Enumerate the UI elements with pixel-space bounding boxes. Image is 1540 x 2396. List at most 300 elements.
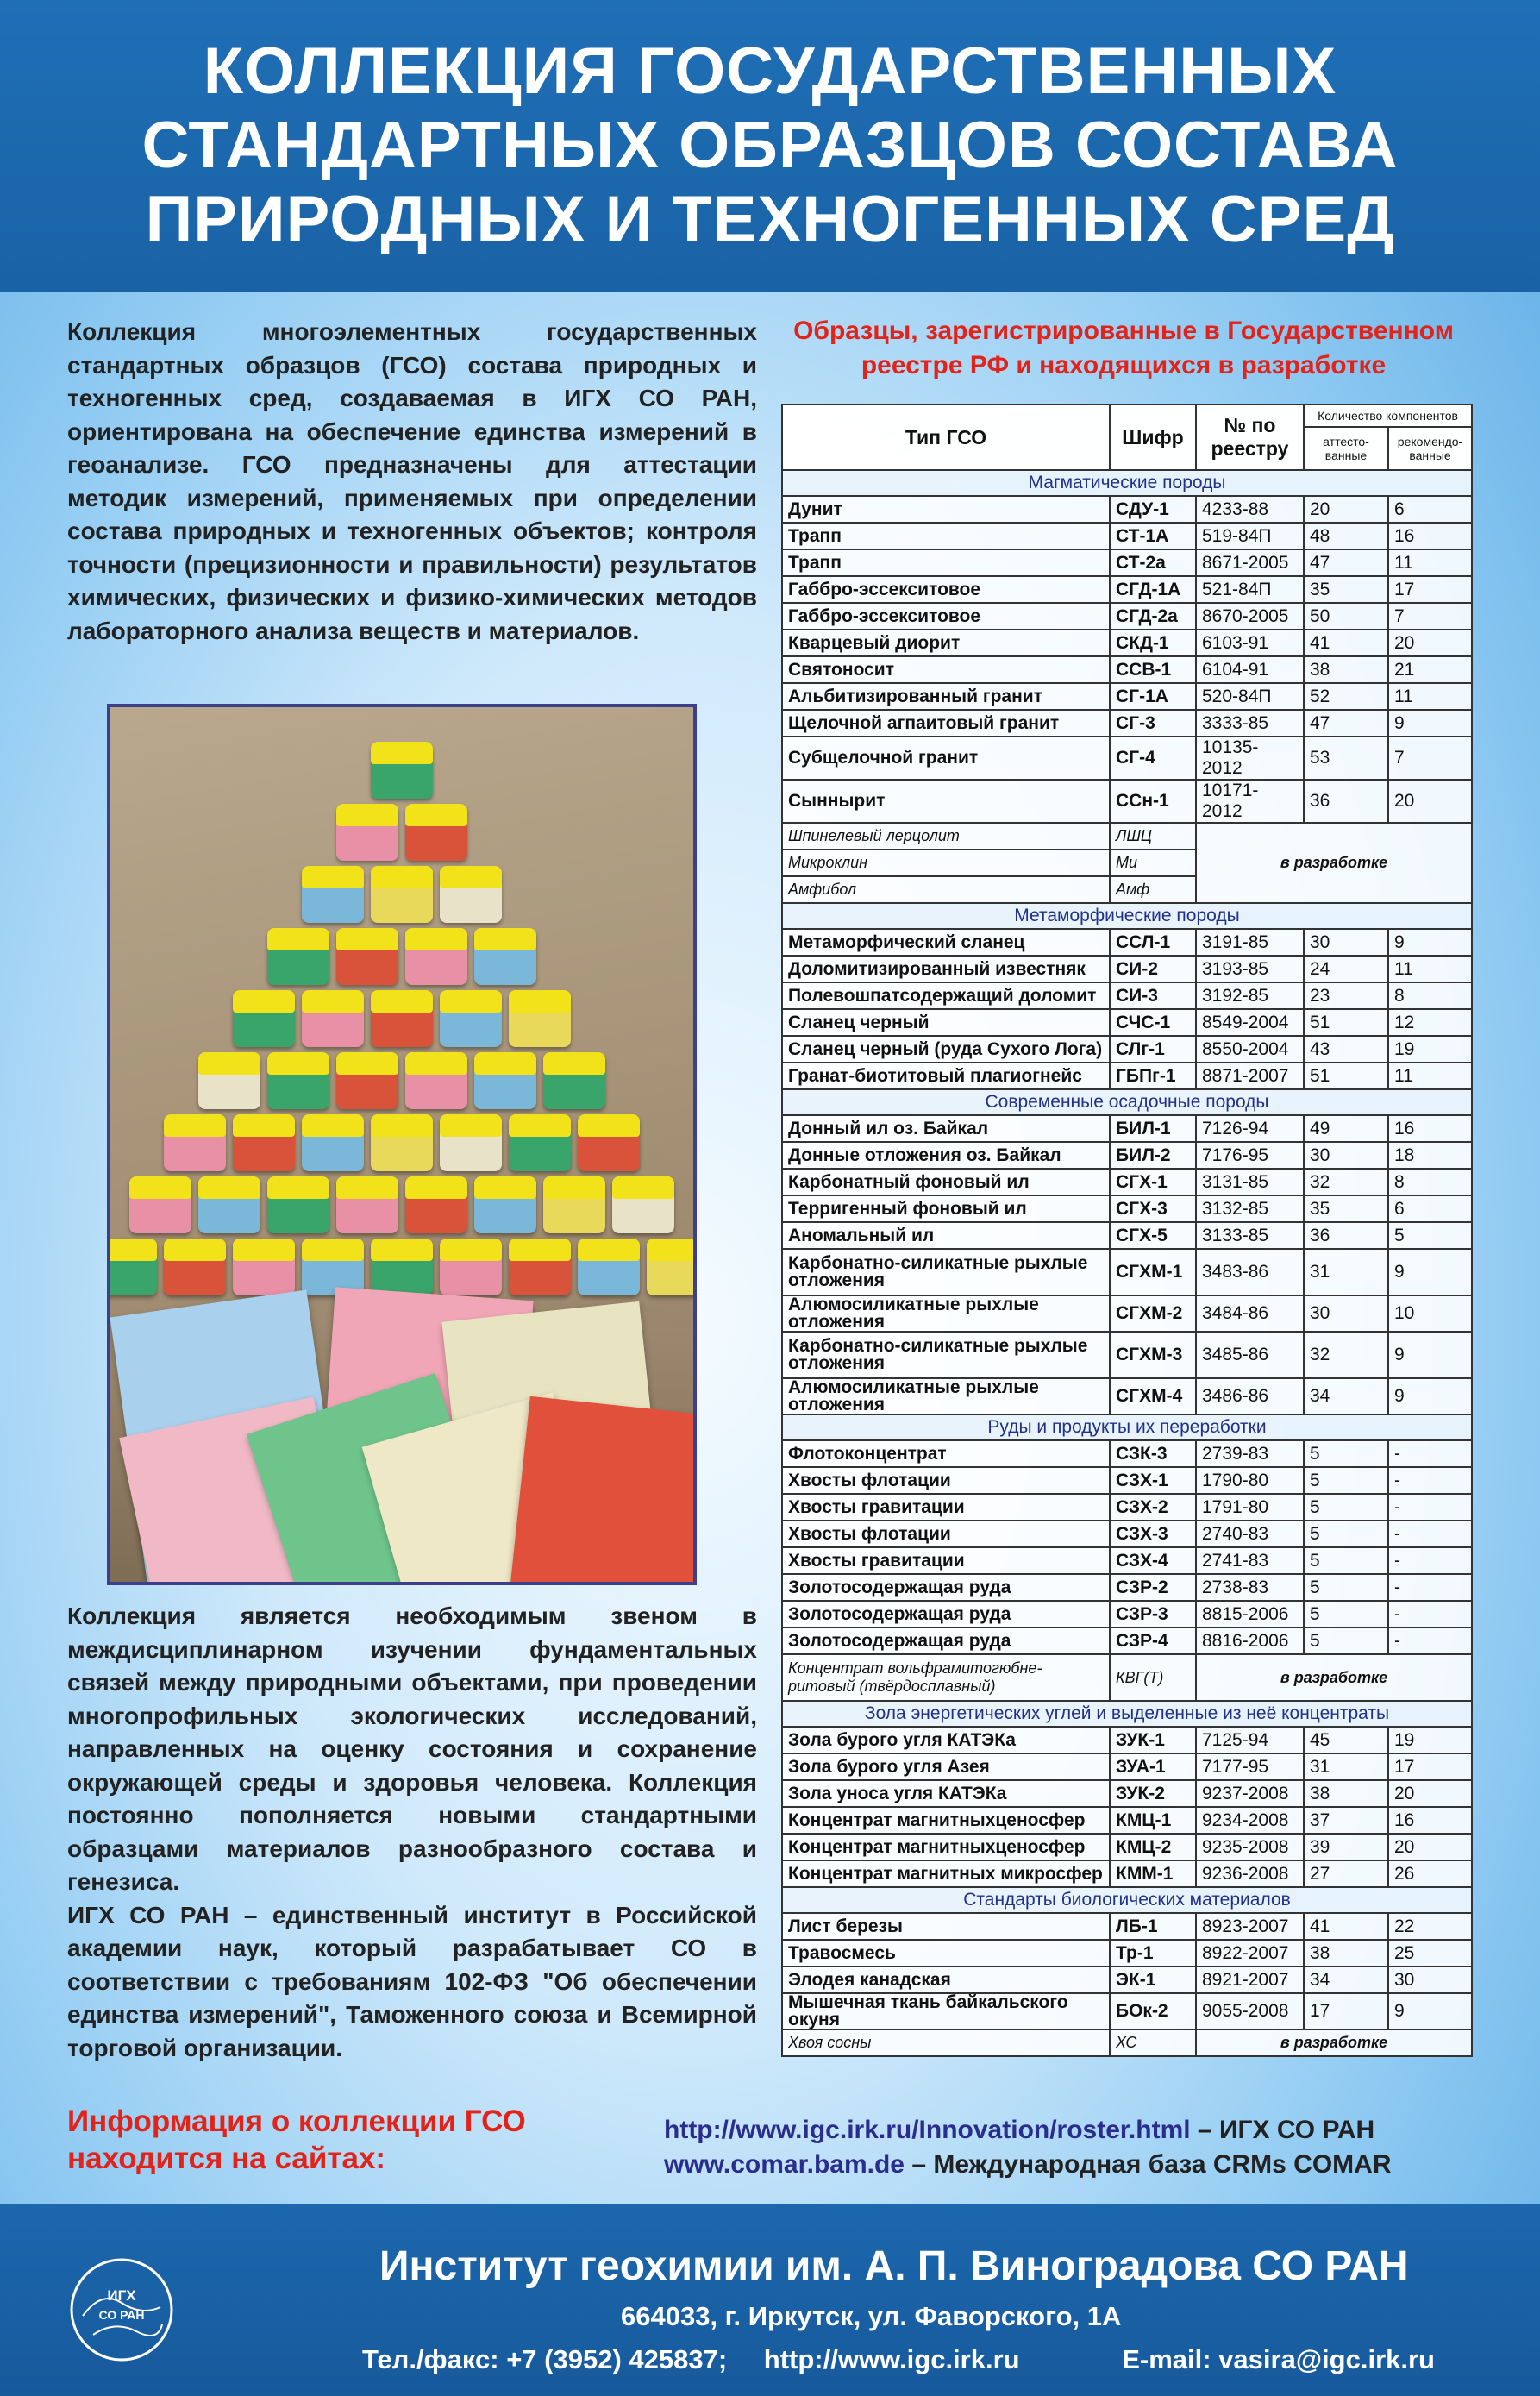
code-cell: СЗК-3 xyxy=(1110,1440,1196,1467)
certified-cell: 5 xyxy=(1304,1494,1388,1521)
sample-jar xyxy=(578,1239,640,1295)
in-development-label: в разработке xyxy=(1196,1654,1472,1701)
certified-cell: 34 xyxy=(1304,1378,1388,1414)
recommended-cell: 8 xyxy=(1388,1169,1472,1195)
sample-jar xyxy=(336,804,398,861)
type-cell: Карбонатно-силикатные рыхлые отложения xyxy=(782,1332,1110,1378)
dev-type-cell: Хвоя сосны xyxy=(782,2029,1110,2056)
certified-cell: 41 xyxy=(1304,630,1388,656)
recommended-cell: - xyxy=(1388,1467,1472,1494)
registry-cell: 3193-85 xyxy=(1196,956,1304,982)
recommended-cell: 9 xyxy=(1388,1378,1472,1414)
code-cell: СГХ-1 xyxy=(1110,1169,1196,1195)
code-cell: ССЛ-1 xyxy=(1110,929,1196,956)
section-row xyxy=(782,1887,1472,1913)
sample-jar xyxy=(164,1114,226,1171)
site-link[interactable]: http://www.igc.irk.ru xyxy=(763,2344,1020,2374)
dev-type-cell: Амфибол xyxy=(782,876,1110,903)
sample-jar xyxy=(233,1239,295,1295)
table-row xyxy=(782,1807,1472,1834)
certified-cell: 5 xyxy=(1304,1601,1388,1628)
code-cell: СГХ-5 xyxy=(1110,1222,1196,1249)
sample-jar xyxy=(440,1114,502,1171)
registry-cell: 8922-2007 xyxy=(1196,1940,1304,1966)
recommended-cell: - xyxy=(1388,1440,1472,1467)
code-cell: СГХМ-1 xyxy=(1110,1249,1196,1295)
registry-cell: 8815-2006 xyxy=(1196,1601,1304,1628)
section-row xyxy=(782,903,1472,929)
code-cell: СЗР-2 xyxy=(1110,1574,1196,1601)
certified-cell: 36 xyxy=(1304,1222,1388,1249)
sample-jar xyxy=(440,866,502,923)
certified-cell: 49 xyxy=(1304,1115,1388,1142)
registry-cell: 8921-2007 xyxy=(1196,1966,1304,1993)
sample-jar xyxy=(474,928,536,985)
section-title: Метаморфические породы xyxy=(782,903,1472,929)
type-cell: Святоносит xyxy=(782,656,1110,683)
type-cell: Сланец черный (руда Сухого Лога) xyxy=(782,1036,1110,1063)
type-cell: Метаморфический сланец xyxy=(782,929,1110,956)
logo-text-top: ИГХ xyxy=(107,2287,136,2304)
type-cell: Аномальный ил xyxy=(782,1222,1110,1249)
type-cell: Хвосты гравитации xyxy=(782,1494,1110,1521)
code-cell: СГХМ-4 xyxy=(1110,1378,1196,1414)
sample-jar xyxy=(405,928,467,985)
registry-cell: 8549-2004 xyxy=(1196,1009,1304,1036)
sample-jar xyxy=(198,1176,260,1233)
comar-desc: – Международная база CRMs COMAR xyxy=(904,2150,1392,2179)
sample-jar xyxy=(302,990,364,1047)
type-cell: Субщелочной гранит xyxy=(782,737,1110,780)
certified-cell: 34 xyxy=(1304,1966,1388,1993)
type-cell: Донный ил оз. Байкал xyxy=(782,1115,1110,1142)
type-cell: Алюмосиликатные рыхлые отложения xyxy=(782,1295,1110,1332)
igc-logo xyxy=(67,2255,176,2364)
sample-jar xyxy=(302,1239,364,1295)
table-row xyxy=(782,1494,1472,1521)
sample-jar xyxy=(371,742,433,799)
registry-cell: 4233-88 xyxy=(1196,496,1304,523)
type-cell: Зола бурого угля КАТЭКа xyxy=(782,1727,1110,1753)
code-cell: СГХМ-3 xyxy=(1110,1332,1196,1378)
sample-jar xyxy=(302,866,364,923)
code-cell: СКД-1 xyxy=(1110,630,1196,656)
table-row xyxy=(782,1222,1472,1249)
table-row xyxy=(782,496,1472,523)
header-certified: аттесто-ванные xyxy=(1304,427,1388,470)
table-row xyxy=(782,603,1472,630)
table-row xyxy=(782,1009,1472,1036)
registry-cell: 7177-95 xyxy=(1196,1753,1304,1780)
type-cell: Гранат-биотитовый плагиогнейс xyxy=(782,1063,1110,1089)
table-row xyxy=(782,1966,1472,1993)
type-cell: Доломитизированный известняк xyxy=(782,956,1110,982)
certified-cell: 52 xyxy=(1304,683,1388,710)
registry-cell: 3131-85 xyxy=(1196,1169,1304,1195)
registry-cell: 9235-2008 xyxy=(1196,1834,1304,1860)
sample-jar xyxy=(509,1114,571,1171)
recommended-cell: 5 xyxy=(1388,1222,1472,1249)
code-cell: Тр-1 xyxy=(1110,1940,1196,1966)
sample-jar xyxy=(336,1052,398,1109)
recommended-cell: - xyxy=(1388,1494,1472,1521)
type-cell: Концентрат магнитныхценосфер xyxy=(782,1807,1110,1834)
sample-jar xyxy=(336,1176,398,1233)
table-row xyxy=(782,630,1472,656)
code-cell: БИЛ-2 xyxy=(1110,1142,1196,1169)
type-cell: Щелочной агпаитовый гранит xyxy=(782,710,1110,737)
section-row xyxy=(782,1089,1472,1115)
collection-photo xyxy=(107,704,697,1585)
registry-cell: 7126-94 xyxy=(1196,1115,1304,1142)
recommended-cell: 9 xyxy=(1388,1332,1472,1378)
registry-cell: 3191-85 xyxy=(1196,929,1304,956)
website-links xyxy=(664,2113,1526,2182)
table-row xyxy=(782,737,1472,780)
page-title-line-3: ПРИРОДНЫХ И ТЕХНОГЕННЫХ СРЕД xyxy=(145,183,1395,256)
dev-code-cell: КВГ(Т) xyxy=(1110,1654,1196,1701)
type-cell: Хвосты гравитации xyxy=(782,1547,1110,1574)
recommended-cell: 7 xyxy=(1388,603,1472,630)
recommended-cell: 20 xyxy=(1388,780,1472,823)
registry-cell: 520-84П xyxy=(1196,683,1304,710)
section-row xyxy=(782,470,1472,496)
sample-jar xyxy=(129,1176,191,1233)
table-row xyxy=(782,982,1472,1009)
code-cell: СДУ-1 xyxy=(1110,496,1196,523)
code-cell: СЗХ-1 xyxy=(1110,1467,1196,1494)
table-row xyxy=(782,1993,1472,2029)
recommended-cell: 18 xyxy=(1388,1142,1472,1169)
recommended-cell: 25 xyxy=(1388,1940,1472,1966)
registry-cell: 519-84П xyxy=(1196,523,1304,549)
type-cell: Золотосодержащая руда xyxy=(782,1601,1110,1628)
type-cell: Мышечная ткань байкальского окуня xyxy=(782,1993,1110,2029)
code-cell: БИЛ-1 xyxy=(1110,1115,1196,1142)
dev-code-cell: ХС xyxy=(1110,2029,1196,2056)
recommended-cell: - xyxy=(1388,1547,1472,1574)
code-cell: ЛБ-1 xyxy=(1110,1913,1196,1940)
contacts xyxy=(362,2344,1464,2375)
certificate-card xyxy=(502,1396,697,1585)
gso-table-body xyxy=(782,470,1472,2056)
code-cell: КММ-1 xyxy=(1110,1860,1196,1887)
header-banner xyxy=(0,0,1540,292)
type-cell: Элодея канадская xyxy=(782,1966,1110,1993)
registry-cell: 8670-2005 xyxy=(1196,603,1304,630)
type-cell: Золотосодержащая руда xyxy=(782,1574,1110,1601)
type-cell: Габбро-эссекситовое xyxy=(782,576,1110,603)
certified-cell: 5 xyxy=(1304,1440,1388,1467)
certified-cell: 51 xyxy=(1304,1063,1388,1089)
registry-cell: 6104-91 xyxy=(1196,656,1304,683)
type-cell: Зола бурого угля Азея xyxy=(782,1753,1110,1780)
header-component-count: Количество компонентов xyxy=(1304,405,1472,427)
registry-cell: 3486-86 xyxy=(1196,1378,1304,1414)
recommended-cell: 17 xyxy=(1388,1753,1472,1780)
sample-jar xyxy=(267,928,329,985)
type-cell: Донные отложения оз. Байкал xyxy=(782,1142,1110,1169)
certified-cell: 30 xyxy=(1304,929,1388,956)
recommended-cell: 19 xyxy=(1388,1036,1472,1063)
dev-type-cell: Микроклин xyxy=(782,850,1110,876)
header-type: Тип ГСО xyxy=(782,405,1110,470)
registry-cell: 3133-85 xyxy=(1196,1222,1304,1249)
registry-cell: 9234-2008 xyxy=(1196,1807,1304,1834)
sample-jar xyxy=(371,990,433,1047)
certified-cell: 5 xyxy=(1304,1628,1388,1654)
certified-cell: 38 xyxy=(1304,656,1388,683)
section-title: Стандарты биологических материалов xyxy=(782,1887,1472,1913)
registry-cell: 521-84П xyxy=(1196,576,1304,603)
section-row xyxy=(782,1701,1472,1727)
recommended-cell: - xyxy=(1388,1521,1472,1547)
registry-cell: 10171-2012 xyxy=(1196,780,1304,823)
certified-cell: 39 xyxy=(1304,1834,1388,1860)
recommended-cell: 7 xyxy=(1388,737,1472,780)
code-cell: СЗР-3 xyxy=(1110,1601,1196,1628)
type-cell: Терригенный фоновый ил xyxy=(782,1195,1110,1222)
certified-cell: 51 xyxy=(1304,1009,1388,1036)
table-row xyxy=(782,1860,1472,1887)
code-cell: ЗУК-1 xyxy=(1110,1727,1196,1753)
dev-row xyxy=(782,2029,1472,2056)
sample-jar xyxy=(440,990,502,1047)
table-row xyxy=(782,1753,1472,1780)
registry-cell: 9237-2008 xyxy=(1196,1780,1304,1807)
recommended-cell: 9 xyxy=(1388,929,1472,956)
type-cell: Хвосты флотации xyxy=(782,1467,1110,1494)
sample-jar xyxy=(405,1176,467,1233)
code-cell: СЗХ-4 xyxy=(1110,1547,1196,1574)
certified-cell: 35 xyxy=(1304,576,1388,603)
type-cell: Хвосты флотации xyxy=(782,1521,1110,1547)
recommended-cell: 16 xyxy=(1388,1115,1472,1142)
recommended-cell: 20 xyxy=(1388,1780,1472,1807)
code-cell: СГ-1А xyxy=(1110,683,1196,710)
certified-cell: 24 xyxy=(1304,956,1388,982)
type-cell: Травосмесь xyxy=(782,1940,1110,1966)
table-row xyxy=(782,1169,1472,1195)
code-cell: СЛг-1 xyxy=(1110,1036,1196,1063)
certified-cell: 36 xyxy=(1304,780,1388,823)
table-row xyxy=(782,1063,1472,1089)
sample-jar xyxy=(612,1176,674,1233)
certified-cell: 48 xyxy=(1304,523,1388,549)
igc-roster-link[interactable]: http://www.igc.irk.ru/Innovation/roster.html xyxy=(664,2116,1191,2144)
sample-jar xyxy=(336,928,398,985)
recommended-cell: - xyxy=(1388,1628,1472,1654)
recommended-cell: 30 xyxy=(1388,1966,1472,1993)
code-cell: ГБПг-1 xyxy=(1110,1063,1196,1089)
certified-cell: 27 xyxy=(1304,1860,1388,1887)
sample-jar xyxy=(302,1114,364,1171)
sample-jar xyxy=(405,1052,467,1109)
registry-cell: 3485-86 xyxy=(1196,1332,1304,1378)
type-cell: Сланец черный xyxy=(782,1009,1110,1036)
table-row xyxy=(782,1547,1472,1574)
registry-cell: 3192-85 xyxy=(1196,982,1304,1009)
type-cell: Золотосодержащая руда xyxy=(782,1628,1110,1654)
type-cell: Лист березы xyxy=(782,1913,1110,1940)
certified-cell: 31 xyxy=(1304,1249,1388,1295)
sample-jar xyxy=(578,1114,640,1171)
table-row xyxy=(782,1036,1472,1063)
section-row xyxy=(782,1414,1472,1440)
certified-cell: 35 xyxy=(1304,1195,1388,1222)
table-row xyxy=(782,1195,1472,1222)
institute-address: 664033, г. Иркутск, ул. Фаворского, 1А xyxy=(621,2301,1122,2331)
dev-type-cell: Концентрат вольфрамитогюбне-ритовый (твёрдосплавный) xyxy=(782,1654,1110,1701)
recommended-cell: 11 xyxy=(1388,683,1472,710)
code-cell: ЭК-1 xyxy=(1110,1966,1196,1993)
certified-cell: 5 xyxy=(1304,1574,1388,1601)
in-development-label: в разработке xyxy=(1196,823,1472,903)
recommended-cell: 16 xyxy=(1388,523,1472,549)
code-cell: СГД-2а xyxy=(1110,603,1196,630)
table-row xyxy=(782,1378,1472,1414)
table-row xyxy=(782,1628,1472,1654)
certified-cell: 31 xyxy=(1304,1753,1388,1780)
type-cell: Карбонатно-силикатные рыхлые отложения xyxy=(782,1249,1110,1295)
certified-cell: 47 xyxy=(1304,549,1388,576)
table-row xyxy=(782,710,1472,737)
recommended-cell: 11 xyxy=(1388,549,1472,576)
code-cell: КМЦ-1 xyxy=(1110,1807,1196,1834)
code-cell: СГД-1А xyxy=(1110,576,1196,603)
type-cell: Сыннырит xyxy=(782,780,1110,823)
code-cell: СГХМ-2 xyxy=(1110,1295,1196,1332)
dev-row xyxy=(782,1654,1472,1701)
table-row xyxy=(782,1249,1472,1295)
certified-cell: 38 xyxy=(1304,1780,1388,1807)
registry-cell: 3132-85 xyxy=(1196,1195,1304,1222)
page-title-line-2: СТАНДАРТНЫХ ОБРАЗЦОВ СОСТАВА xyxy=(141,109,1399,182)
table-row xyxy=(782,780,1472,823)
certified-cell: 47 xyxy=(1304,710,1388,737)
igc-roster-desc: – ИГХ СО РАН xyxy=(1190,2116,1375,2144)
code-cell: СЗХ-3 xyxy=(1110,1521,1196,1547)
code-cell: ССВ-1 xyxy=(1110,656,1196,683)
sample-jar xyxy=(371,866,433,923)
certified-cell: 45 xyxy=(1304,1727,1388,1753)
registry-cell: 2738-83 xyxy=(1196,1574,1304,1601)
code-cell: СЗР-4 xyxy=(1110,1628,1196,1654)
dev-code-cell: ЛШЦ xyxy=(1110,823,1196,850)
registry-cell: 9236-2008 xyxy=(1196,1860,1304,1887)
registry-cell: 3333-85 xyxy=(1196,710,1304,737)
dev-code-cell: Амф xyxy=(1110,876,1196,903)
sample-jar xyxy=(543,1052,605,1109)
type-cell: Дунит xyxy=(782,496,1110,523)
table-row xyxy=(782,1780,1472,1807)
registry-cell: 8871-2007 xyxy=(1196,1063,1304,1089)
registry-cell: 7176-95 xyxy=(1196,1142,1304,1169)
info-callout: Информация о коллекции ГСО находится на сайтах: xyxy=(67,2104,526,2175)
page-title-line-1: КОЛЛЕКЦИЯ ГОСУДАРСТВЕННЫХ xyxy=(203,34,1337,108)
table-row xyxy=(782,1834,1472,1860)
table-row xyxy=(782,956,1472,982)
registry-cell: 2740-83 xyxy=(1196,1521,1304,1547)
type-cell: Альбитизированный гранит xyxy=(782,683,1110,710)
code-cell: СТ-2а xyxy=(1110,549,1196,576)
registry-cell: 2739-83 xyxy=(1196,1440,1304,1467)
sample-jar xyxy=(107,1239,157,1295)
code-cell: СИ-3 xyxy=(1110,982,1196,1009)
comar-link[interactable]: www.comar.bam.de xyxy=(664,2150,905,2179)
type-cell: Концентрат магнитныхценосфер xyxy=(782,1834,1110,1860)
table-row xyxy=(782,1574,1472,1601)
sample-jar xyxy=(405,804,467,861)
sample-jar xyxy=(164,1239,226,1295)
certified-cell: 32 xyxy=(1304,1169,1388,1195)
sample-jar xyxy=(474,1176,536,1233)
code-cell: СИ-2 xyxy=(1110,956,1196,982)
table-row xyxy=(782,1440,1472,1467)
registry-cell: 7125-94 xyxy=(1196,1727,1304,1753)
registry-cell: 8923-2007 xyxy=(1196,1913,1304,1940)
sample-jar xyxy=(267,1052,329,1109)
registry-cell: 8671-2005 xyxy=(1196,549,1304,576)
dev-row xyxy=(782,823,1472,850)
registry-cell: 3484-86 xyxy=(1196,1295,1304,1332)
recommended-cell: 20 xyxy=(1388,630,1472,656)
certified-cell: 5 xyxy=(1304,1467,1388,1494)
recommended-cell: - xyxy=(1388,1574,1472,1601)
type-cell: Кварцевый диорит xyxy=(782,630,1110,656)
recommended-cell: 20 xyxy=(1388,1834,1472,1860)
recommended-cell: - xyxy=(1388,1601,1472,1628)
description-paragraph-1: Коллекция является необходимым звеном в междисциплинарном изучении фундаментальных связей между природными объектами, при проведении многопрофильных экологических исследований, направленных на оценку состояния и сохранение окружающей среды и здоровья человека. Коллекция постоянно пополняется новыми стандартными образцами материалов разнообразного состава и генезиса. xyxy=(67,1603,757,1895)
code-cell: СГ-4 xyxy=(1110,737,1196,780)
table-row xyxy=(782,1115,1472,1142)
sample-jar xyxy=(267,1176,329,1233)
certified-cell: 37 xyxy=(1304,1807,1388,1834)
table-row xyxy=(782,1913,1472,1940)
code-cell: ЗУК-2 xyxy=(1110,1780,1196,1807)
certified-cell: 23 xyxy=(1304,982,1388,1009)
code-cell: ССн-1 xyxy=(1110,780,1196,823)
table-row xyxy=(782,1940,1472,1966)
table-row xyxy=(782,1727,1472,1753)
sample-jar xyxy=(509,990,571,1047)
code-cell: СГ-3 xyxy=(1110,710,1196,737)
table-row xyxy=(782,1601,1472,1628)
email[interactable]: E-mail: vasira@igc.irk.ru xyxy=(1122,2344,1435,2374)
recommended-cell: 16 xyxy=(1388,1807,1472,1834)
code-cell: ЗУА-1 xyxy=(1110,1753,1196,1780)
recommended-cell: 6 xyxy=(1388,496,1472,523)
code-cell: КМЦ-2 xyxy=(1110,1834,1196,1860)
certified-cell: 43 xyxy=(1304,1036,1388,1063)
certified-cell: 30 xyxy=(1304,1295,1388,1332)
sample-jar xyxy=(198,1052,260,1109)
sample-jar xyxy=(371,1239,433,1295)
recommended-cell: 26 xyxy=(1388,1860,1472,1887)
dev-code-cell: Ми xyxy=(1110,850,1196,876)
certified-cell: 38 xyxy=(1304,1940,1388,1966)
type-cell: Полевошпатсодержащий доломит xyxy=(782,982,1110,1009)
table-row xyxy=(782,523,1472,549)
type-cell: Трапп xyxy=(782,523,1110,549)
institute-name: Институт геохимии им. А. П. Виноградова СО РАН xyxy=(379,2243,1409,2289)
registry-cell: 10135-2012 xyxy=(1196,737,1304,780)
registry-cell: 1790-80 xyxy=(1196,1467,1304,1494)
section-title: Зола энергетических углей и выделенные из неё концентраты xyxy=(782,1701,1472,1727)
certified-cell: 30 xyxy=(1304,1142,1388,1169)
recommended-cell: 9 xyxy=(1388,1993,1472,2029)
registry-cell: 2741-83 xyxy=(1196,1547,1304,1574)
